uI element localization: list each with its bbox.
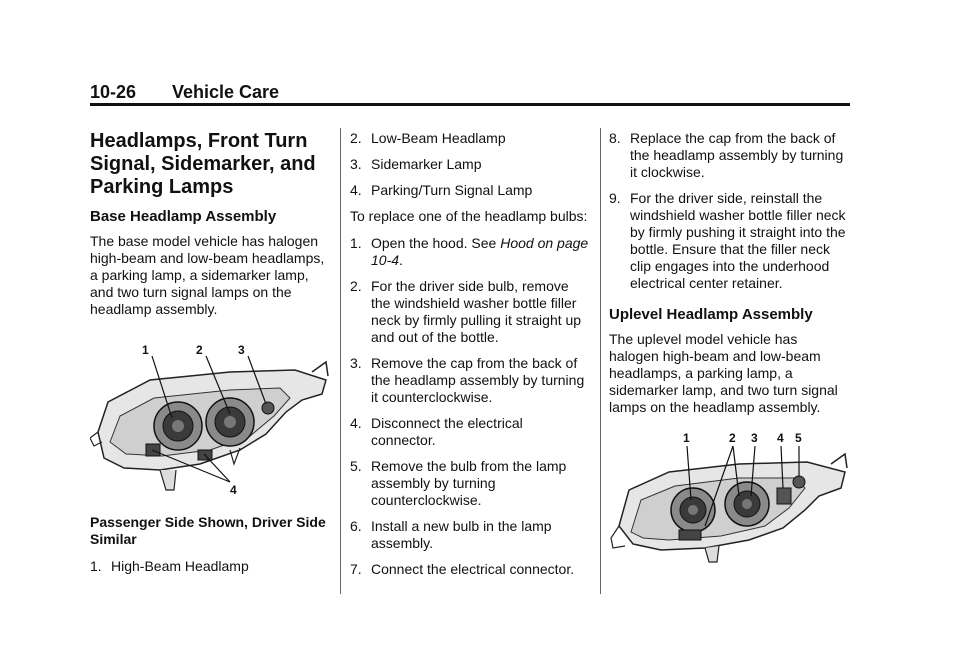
step-number: 8. xyxy=(609,130,621,146)
header-rule xyxy=(90,103,850,106)
fig2-label-4: 4 xyxy=(777,431,784,445)
step-text: Connect the electrical connector. xyxy=(371,561,575,577)
replace-intro: To replace one of the headlamp bulbs: xyxy=(350,208,588,224)
fig1-label-2: 2 xyxy=(196,343,203,357)
procedure-step xyxy=(609,130,849,181)
list-text: Sidemarker Lamp xyxy=(371,156,482,172)
column-2 xyxy=(350,130,590,587)
fig2-label-1: 1 xyxy=(683,431,690,445)
step-text: Install a new bulb in the lamp assembly. xyxy=(371,518,552,551)
list-text: High-Beam Headlamp xyxy=(111,558,249,574)
step-text: Remove the bulb from the lamp assembly by turning counterclockwise. xyxy=(371,458,567,508)
figure-caption: Passenger Side Shown, Driver Side Similar xyxy=(90,514,326,547)
column-divider xyxy=(600,128,601,594)
procedure-step xyxy=(350,561,590,578)
fig1-label-1: 1 xyxy=(142,343,149,357)
page-number: 10-26 xyxy=(90,82,137,102)
page-header xyxy=(90,82,850,104)
list-text: Low-Beam Headlamp xyxy=(371,130,506,146)
step-text: Disconnect the electrical connector. xyxy=(371,415,523,448)
list-item xyxy=(350,182,590,199)
list-number: 3. xyxy=(350,156,362,172)
fig1-label-4: 4 xyxy=(230,483,237,497)
procedure-step xyxy=(350,458,590,509)
procedure-step xyxy=(350,278,590,346)
fig2-label-3: 3 xyxy=(751,431,758,445)
step-number: 4. xyxy=(350,415,362,431)
uplevel-assembly-heading: Uplevel Headlamp Assembly xyxy=(609,306,813,323)
procedure-step xyxy=(350,415,590,449)
step-number: 7. xyxy=(350,561,362,577)
step-text-start: Open the hood. See xyxy=(371,235,501,251)
list-number: 4. xyxy=(350,182,362,198)
step-text: Remove the cap from the back of the headlamp assembly by turning it counterclockwise. xyxy=(371,355,585,405)
step-text: Replace the cap from the back of the headlamp assembly by turning it clockwise. xyxy=(630,130,844,180)
list-item xyxy=(350,130,590,147)
list-number: 1. xyxy=(90,558,102,574)
uplevel-headlamp-figure xyxy=(609,430,849,568)
hood-page-link[interactable]: Hood on page 10-4 xyxy=(371,235,589,268)
procedure-step xyxy=(609,190,849,292)
section-title: Vehicle Care xyxy=(172,82,280,102)
column-divider xyxy=(340,128,341,594)
fig1-label-3: 3 xyxy=(238,343,245,357)
step-number: 1. xyxy=(350,235,362,251)
column-1 xyxy=(90,130,330,584)
procedure-step xyxy=(350,518,590,552)
step-number: 3. xyxy=(350,355,362,371)
base-assembly-heading: Base Headlamp Assembly xyxy=(90,208,277,225)
step-number: 2. xyxy=(350,278,362,294)
procedure-step xyxy=(350,235,590,269)
step-text-end: . xyxy=(399,252,403,268)
fig2-label-2: 2 xyxy=(729,431,736,445)
uplevel-assembly-intro: The uplevel model vehicle has halogen high-beam and low-beam headlamps, a parking lamp, a sidemarker lamp, and two turn signal lamps on the headlamp assembly. xyxy=(609,331,838,415)
base-assembly-intro: The base model vehicle has halogen high-beam and low-beam headlamps, a parking lamp, a sidemarker lamp, and two turn signal lamps on the headlamp assembly. xyxy=(90,233,325,317)
base-headlamp-figure xyxy=(90,342,330,502)
step-number: 6. xyxy=(350,518,362,534)
list-item xyxy=(350,156,590,173)
step-text: For the driver side, reinstall the windshield washer bottle filler neck by firmly pushing it straight into the bottle. Ensure that the filler neck clip engages into the underhood electrical center retainer. xyxy=(630,190,846,291)
list-text: Parking/Turn Signal Lamp xyxy=(371,182,533,198)
column-3 xyxy=(609,130,849,568)
fig2-label-5: 5 xyxy=(795,431,802,445)
step-number: 9. xyxy=(609,190,621,206)
step-text xyxy=(371,235,590,269)
list-item xyxy=(90,558,330,575)
step-text: For the driver side bulb, remove the windshield washer bottle filler neck by firmly pulling it straight up and out of the bottle. xyxy=(371,278,582,345)
list-number: 2. xyxy=(350,130,362,146)
article-title: Headlamps, Front Turn Signal, Sidemarker, and Parking Lamps xyxy=(90,130,316,198)
step-number: 5. xyxy=(350,458,362,474)
procedure-step xyxy=(350,355,590,406)
